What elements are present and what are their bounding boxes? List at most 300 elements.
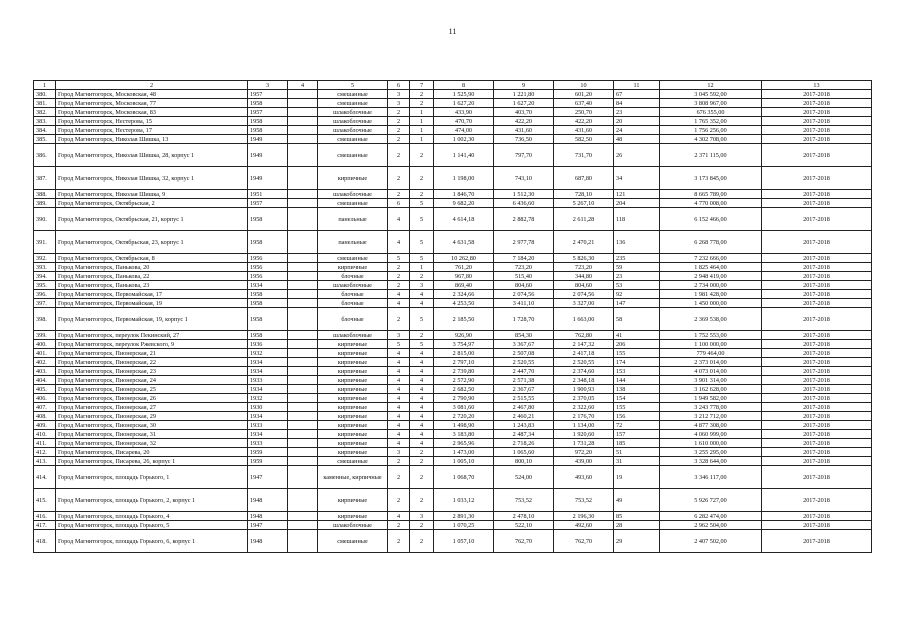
cell-wall-material: смешанные <box>318 144 388 167</box>
table-row <box>34 290 872 299</box>
cell-repair-cost: 2 962 504,00 <box>660 521 762 530</box>
cell-address: Город Магнитогорск, площадь Горького, 5 <box>56 521 248 530</box>
cell-repair-cost: 1 756 256,00 <box>660 126 762 135</box>
table-row <box>34 489 872 512</box>
cell-area-private: 762,80 <box>554 331 614 340</box>
header-cell-repair-cost: 12 <box>660 81 762 90</box>
cell-wall-material: кирпичные <box>318 385 388 394</box>
cell-col-4 <box>288 144 318 167</box>
cell-total-area: 4 614,18 <box>434 208 494 231</box>
cell-floors: 5 <box>388 340 410 349</box>
cell-row-number: 407. <box>34 403 56 412</box>
cell-wall-material: кирпичные <box>318 439 388 448</box>
table-row <box>34 367 872 376</box>
cell-residents: 118 <box>614 208 660 231</box>
cell-col-4 <box>288 190 318 199</box>
cell-wall-material: кирпичные <box>318 489 388 512</box>
cell-repair-period: 2017-2018 <box>762 412 872 421</box>
table-row <box>34 457 872 466</box>
cell-address: Город Магнитогорск, Панькова, 23 <box>56 281 248 290</box>
cell-total-area: 761,20 <box>434 263 494 272</box>
cell-area-private: 2 470,21 <box>554 231 614 254</box>
cell-repair-period: 2017-2018 <box>762 448 872 457</box>
cell-year-built: 1958 <box>248 290 288 299</box>
cell-floors: 4 <box>388 512 410 521</box>
cell-year-built: 1948 <box>248 489 288 512</box>
cell-col-4 <box>288 308 318 331</box>
cell-repair-period: 2017-2018 <box>762 340 872 349</box>
cell-floors: 2 <box>388 108 410 117</box>
cell-repair-cost: 2 734 000,00 <box>660 281 762 290</box>
cell-wall-material: кирпичные <box>318 421 388 430</box>
cell-col-4 <box>288 117 318 126</box>
table-row <box>34 167 872 190</box>
cell-floors: 5 <box>388 254 410 263</box>
cell-area-private: 728,10 <box>554 190 614 199</box>
cell-row-number: 395. <box>34 281 56 290</box>
cell-year-built: 1934 <box>248 281 288 290</box>
cell-row-number: 403. <box>34 367 56 376</box>
cell-repair-cost: 1 610 000,00 <box>660 439 762 448</box>
cell-floors: 2 <box>388 281 410 290</box>
cell-total-area: 1 070,25 <box>434 521 494 530</box>
cell-year-built: 1949 <box>248 144 288 167</box>
cell-wall-material: шлакоблочные <box>318 521 388 530</box>
cell-residents: 185 <box>614 439 660 448</box>
cell-area-private: 2 370,05 <box>554 394 614 403</box>
table-row <box>34 448 872 457</box>
cell-area-private: 2 176,70 <box>554 412 614 421</box>
cell-year-built: 1951 <box>248 190 288 199</box>
table-row <box>34 263 872 272</box>
cell-area-residential: 2 074,56 <box>494 290 554 299</box>
cell-year-built: 1957 <box>248 90 288 99</box>
cell-area-residential: 2 487,34 <box>494 430 554 439</box>
cell-repair-cost: 3 045 592,00 <box>660 90 762 99</box>
cell-area-residential: 800,10 <box>494 457 554 466</box>
cell-residents: 156 <box>614 412 660 421</box>
cell-area-private: 439,00 <box>554 457 614 466</box>
cell-floors: 2 <box>388 117 410 126</box>
cell-year-built: 1933 <box>248 421 288 430</box>
cell-area-residential: 515,40 <box>494 272 554 281</box>
cell-total-area: 1 057,10 <box>434 530 494 553</box>
table-row <box>34 466 872 489</box>
cell-area-residential: 1 065,60 <box>494 448 554 457</box>
cell-repair-period: 2017-2018 <box>762 299 872 308</box>
cell-entrances: 4 <box>410 394 434 403</box>
cell-total-area: 2 790,90 <box>434 394 494 403</box>
cell-repair-cost: 3 901 314,00 <box>660 376 762 385</box>
cell-repair-period: 2017-2018 <box>762 272 872 281</box>
cell-col-4 <box>288 376 318 385</box>
cell-area-residential: 403,70 <box>494 108 554 117</box>
header-cell-row-number: 1 <box>34 81 56 90</box>
cell-area-residential: 797,70 <box>494 144 554 167</box>
cell-wall-material: кирпичные <box>318 167 388 190</box>
table-row <box>34 512 872 521</box>
cell-address: Город Магнитогорск, Нестерова, 17 <box>56 126 248 135</box>
cell-residents: 92 <box>614 290 660 299</box>
cell-year-built: 1934 <box>248 430 288 439</box>
cell-wall-material: кирпичные <box>318 394 388 403</box>
table-row <box>34 385 872 394</box>
cell-floors: 4 <box>388 231 410 254</box>
cell-area-private: 2 147,32 <box>554 340 614 349</box>
cell-total-area: 1 002,30 <box>434 135 494 144</box>
cell-wall-material: кирпичные <box>318 367 388 376</box>
cell-row-number: 390. <box>34 208 56 231</box>
cell-wall-material: кирпичные <box>318 512 388 521</box>
cell-entrances: 5 <box>410 208 434 231</box>
cell-wall-material: смешанные <box>318 530 388 553</box>
cell-residents: 136 <box>614 231 660 254</box>
cell-address: Город Магнитогорск, Пионерская, 24 <box>56 376 248 385</box>
cell-address: Город Магнитогорск, Первомайская, 19 <box>56 299 248 308</box>
cell-area-residential: 522,10 <box>494 521 554 530</box>
cell-year-built: 1957 <box>248 199 288 208</box>
cell-floors: 4 <box>388 430 410 439</box>
table-row <box>34 331 872 340</box>
table-body <box>34 81 872 553</box>
cell-row-number: 389. <box>34 199 56 208</box>
cell-address: Город Магнитогорск, Московская, 48 <box>56 90 248 99</box>
cell-repair-period: 2017-2018 <box>762 466 872 489</box>
cell-wall-material: смешанные <box>318 90 388 99</box>
cell-address: Город Магнитогорск, Писарева, 20 <box>56 448 248 457</box>
cell-floors: 4 <box>388 385 410 394</box>
cell-total-area: 3 754,97 <box>434 340 494 349</box>
cell-address: Город Магнитогорск, Панькова, 22 <box>56 272 248 281</box>
table-row <box>34 117 872 126</box>
table-row <box>34 403 872 412</box>
cell-entrances: 2 <box>410 190 434 199</box>
cell-col-4 <box>288 263 318 272</box>
cell-col-4 <box>288 231 318 254</box>
cell-wall-material: блочные <box>318 290 388 299</box>
cell-address: Город Магнитогорск, Первомайская, 19, корпус 1 <box>56 308 248 331</box>
cell-area-residential: 422,20 <box>494 117 554 126</box>
cell-area-residential: 753,52 <box>494 489 554 512</box>
table-row <box>34 340 872 349</box>
cell-area-residential: 431,60 <box>494 126 554 135</box>
header-cell-total-area: 8 <box>434 81 494 90</box>
cell-entrances: 1 <box>410 108 434 117</box>
cell-col-4 <box>288 126 318 135</box>
cell-address: Город Магнитогорск, площадь Горького, 4 <box>56 512 248 521</box>
cell-row-number: 381. <box>34 99 56 108</box>
cell-entrances: 2 <box>410 530 434 553</box>
cell-entrances: 4 <box>410 412 434 421</box>
cell-entrances: 1 <box>410 135 434 144</box>
cell-repair-period: 2017-2018 <box>762 290 872 299</box>
cell-repair-period: 2017-2018 <box>762 367 872 376</box>
cell-repair-period: 2017-2018 <box>762 530 872 553</box>
cell-repair-cost: 1 450 000,00 <box>660 299 762 308</box>
cell-floors: 3 <box>388 99 410 108</box>
cell-area-private: 493,60 <box>554 466 614 489</box>
cell-entrances: 4 <box>410 421 434 430</box>
cell-repair-period: 2017-2018 <box>762 108 872 117</box>
cell-wall-material: кирпичные <box>318 340 388 349</box>
cell-entrances: 4 <box>410 299 434 308</box>
cell-year-built: 1956 <box>248 272 288 281</box>
cell-area-residential: 1 728,70 <box>494 308 554 331</box>
cell-year-built: 1959 <box>248 457 288 466</box>
cell-entrances: 3 <box>410 281 434 290</box>
cell-entrances: 2 <box>410 466 434 489</box>
cell-area-private: 601,20 <box>554 90 614 99</box>
cell-area-residential: 2 515,55 <box>494 394 554 403</box>
cell-address: Город Магнитогорск, Пионерская, 29 <box>56 412 248 421</box>
cell-row-number: 404. <box>34 376 56 385</box>
cell-total-area: 1 498,90 <box>434 421 494 430</box>
cell-col-4 <box>288 512 318 521</box>
cell-col-4 <box>288 457 318 466</box>
cell-area-private: 1 900,93 <box>554 385 614 394</box>
cell-area-private: 492,60 <box>554 521 614 530</box>
cell-row-number: 408. <box>34 412 56 421</box>
cell-repair-cost: 3 173 845,00 <box>660 167 762 190</box>
cell-residents: 154 <box>614 394 660 403</box>
cell-repair-cost: 4 073 014,00 <box>660 367 762 376</box>
table-row <box>34 421 872 430</box>
cell-entrances: 5 <box>410 308 434 331</box>
cell-col-4 <box>288 439 318 448</box>
cell-repair-period: 2017-2018 <box>762 99 872 108</box>
cell-year-built: 1958 <box>248 299 288 308</box>
cell-address: Город Магнитогорск, переулок Ржевского, 9 <box>56 340 248 349</box>
cell-repair-cost: 3 328 644,00 <box>660 457 762 466</box>
cell-residents: 85 <box>614 512 660 521</box>
cell-area-residential: 2 507,08 <box>494 349 554 358</box>
cell-col-4 <box>288 403 318 412</box>
cell-row-number: 383. <box>34 117 56 126</box>
cell-area-residential: 7 184,20 <box>494 254 554 263</box>
cell-area-private: 1 920,60 <box>554 430 614 439</box>
cell-total-area: 967,80 <box>434 272 494 281</box>
cell-total-area: 4 253,50 <box>434 299 494 308</box>
cell-area-residential: 2 571,38 <box>494 376 554 385</box>
cell-year-built: 1933 <box>248 439 288 448</box>
cell-wall-material: кирпичные <box>318 376 388 385</box>
table-row <box>34 108 872 117</box>
table-row <box>34 90 872 99</box>
cell-wall-material: кирпичные <box>318 448 388 457</box>
cell-year-built: 1958 <box>248 99 288 108</box>
cell-residents: 29 <box>614 530 660 553</box>
cell-repair-cost: 3 162 628,00 <box>660 385 762 394</box>
cell-entrances: 1 <box>410 263 434 272</box>
cell-total-area: 2 815,00 <box>434 349 494 358</box>
cell-row-number: 412. <box>34 448 56 457</box>
cell-wall-material: шлакоблочные <box>318 126 388 135</box>
cell-total-area: 1 846,70 <box>434 190 494 199</box>
cell-wall-material: блочные <box>318 308 388 331</box>
cell-residents: 41 <box>614 331 660 340</box>
cell-residents: 53 <box>614 281 660 290</box>
cell-floors: 2 <box>388 530 410 553</box>
cell-address: Город Магнитогорск, Николая Шишка, 28, корпус 1 <box>56 144 248 167</box>
cell-repair-period: 2017-2018 <box>762 512 872 521</box>
cell-row-number: 392. <box>34 254 56 263</box>
cell-total-area: 2 739,80 <box>434 367 494 376</box>
cell-repair-period: 2017-2018 <box>762 144 872 167</box>
cell-repair-period: 2017-2018 <box>762 421 872 430</box>
cell-repair-cost: 5 926 727,00 <box>660 489 762 512</box>
cell-residents: 204 <box>614 199 660 208</box>
cell-year-built: 1958 <box>248 208 288 231</box>
cell-year-built: 1956 <box>248 263 288 272</box>
cell-residents: 23 <box>614 108 660 117</box>
table-row <box>34 254 872 263</box>
cell-area-private: 2 322,60 <box>554 403 614 412</box>
cell-address: Город Магнитогорск, Московская, 83 <box>56 108 248 117</box>
cell-area-private: 753,52 <box>554 489 614 512</box>
cell-repair-period: 2017-2018 <box>762 521 872 530</box>
cell-repair-period: 2017-2018 <box>762 126 872 135</box>
cell-row-number: 398. <box>34 308 56 331</box>
cell-address: Город Магнитогорск, Николая Шишка, 13 <box>56 135 248 144</box>
cell-residents: 48 <box>614 135 660 144</box>
cell-residents: 235 <box>614 254 660 263</box>
cell-area-private: 344,80 <box>554 272 614 281</box>
cell-floors: 4 <box>388 421 410 430</box>
cell-repair-cost: 3 255 295,00 <box>660 448 762 457</box>
cell-total-area: 1 473,00 <box>434 448 494 457</box>
cell-area-private: 2 611,28 <box>554 208 614 231</box>
cell-year-built: 1932 <box>248 394 288 403</box>
cell-year-built: 1949 <box>248 167 288 190</box>
cell-row-number: 388. <box>34 190 56 199</box>
cell-row-number: 396. <box>34 290 56 299</box>
cell-repair-cost: 4 060 999,00 <box>660 430 762 439</box>
cell-residents: 59 <box>614 263 660 272</box>
cell-area-residential: 3 367,67 <box>494 340 554 349</box>
cell-total-area: 2 797,10 <box>434 358 494 367</box>
table-row <box>34 190 872 199</box>
cell-repair-period: 2017-2018 <box>762 90 872 99</box>
cell-row-number: 417. <box>34 521 56 530</box>
cell-entrances: 1 <box>410 117 434 126</box>
cell-total-area: 3 081,60 <box>434 403 494 412</box>
cell-total-area: 1 627,20 <box>434 99 494 108</box>
cell-repair-period: 2017-2018 <box>762 208 872 231</box>
cell-area-private: 1 663,00 <box>554 308 614 331</box>
cell-floors: 2 <box>388 167 410 190</box>
cell-col-4 <box>288 394 318 403</box>
cell-repair-cost: 676 355,00 <box>660 108 762 117</box>
cell-repair-cost: 8 665 789,00 <box>660 190 762 199</box>
cell-row-number: 406. <box>34 394 56 403</box>
cell-residents: 155 <box>614 349 660 358</box>
cell-repair-cost: 1 825 464,00 <box>660 263 762 272</box>
cell-row-number: 394. <box>34 272 56 281</box>
cell-repair-period: 2017-2018 <box>762 394 872 403</box>
cell-residents: 155 <box>614 403 660 412</box>
table-row <box>34 281 872 290</box>
cell-repair-period: 2017-2018 <box>762 358 872 367</box>
header-cell-area-residential: 9 <box>494 81 554 90</box>
cell-area-residential: 2 447,70 <box>494 367 554 376</box>
cell-floors: 2 <box>388 126 410 135</box>
cell-year-built: 1934 <box>248 367 288 376</box>
cell-wall-material: смешанные <box>318 199 388 208</box>
cell-floors: 4 <box>388 290 410 299</box>
cell-address: Город Магнитогорск, Октябрьская, 21, корпус 1 <box>56 208 248 231</box>
cell-floors: 2 <box>388 308 410 331</box>
cell-row-number: 411. <box>34 439 56 448</box>
cell-col-4 <box>288 272 318 281</box>
cell-year-built: 1930 <box>248 403 288 412</box>
cell-col-4 <box>288 521 318 530</box>
cell-year-built: 1934 <box>248 358 288 367</box>
cell-repair-period: 2017-2018 <box>762 281 872 290</box>
cell-area-residential: 743,10 <box>494 167 554 190</box>
cell-area-residential: 2 478,10 <box>494 512 554 521</box>
cell-year-built: 1933 <box>248 376 288 385</box>
cell-floors: 2 <box>388 144 410 167</box>
header-cell-year-built: 3 <box>248 81 288 90</box>
cell-area-residential: 762,70 <box>494 530 554 553</box>
cell-area-private: 762,70 <box>554 530 614 553</box>
cell-address: Город Магнитогорск, Панькова, 20 <box>56 263 248 272</box>
cell-row-number: 401. <box>34 349 56 358</box>
cell-col-4 <box>288 385 318 394</box>
cell-repair-cost: 2 948 419,00 <box>660 272 762 281</box>
cell-area-private: 1 134,00 <box>554 421 614 430</box>
cell-entrances: 4 <box>410 430 434 439</box>
header-cell-repair-period: 13 <box>762 81 872 90</box>
cell-col-4 <box>288 448 318 457</box>
cell-repair-cost: 4 770 008,00 <box>660 199 762 208</box>
cell-area-residential: 2 367,67 <box>494 385 554 394</box>
cell-residents: 34 <box>614 167 660 190</box>
cell-year-built: 1948 <box>248 512 288 521</box>
cell-entrances: 2 <box>410 144 434 167</box>
cell-wall-material: шлакоблочные <box>318 108 388 117</box>
cell-area-residential: 524,00 <box>494 466 554 489</box>
cell-wall-material: кирпичные <box>318 430 388 439</box>
cell-address: Город Магнитогорск, Николая Шишка, 9 <box>56 190 248 199</box>
cell-total-area: 926,90 <box>434 331 494 340</box>
cell-repair-cost: 3 243 778,00 <box>660 403 762 412</box>
cell-area-private: 637,40 <box>554 99 614 108</box>
cell-area-private: 2 374,60 <box>554 367 614 376</box>
cell-residents: 58 <box>614 308 660 331</box>
cell-residents: 49 <box>614 489 660 512</box>
cell-row-number: 415. <box>34 489 56 512</box>
header-cell-floors: 6 <box>388 81 410 90</box>
cell-address: Город Магнитогорск, Октябрьская, 8 <box>56 254 248 263</box>
cell-residents: 26 <box>614 144 660 167</box>
cell-entrances: 2 <box>410 457 434 466</box>
cell-total-area: 2 185,50 <box>434 308 494 331</box>
cell-floors: 3 <box>388 331 410 340</box>
cell-repair-cost: 1 100 000,00 <box>660 340 762 349</box>
cell-entrances: 4 <box>410 358 434 367</box>
cell-row-number: 380. <box>34 90 56 99</box>
cell-residents: 121 <box>614 190 660 199</box>
cell-repair-period: 2017-2018 <box>762 135 872 144</box>
cell-entrances: 2 <box>410 331 434 340</box>
cell-address: Город Магнитогорск, переулок Пекинский, 27 <box>56 331 248 340</box>
cell-total-area: 2 965,96 <box>434 439 494 448</box>
cell-total-area: 470,70 <box>434 117 494 126</box>
cell-address: Город Магнитогорск, Октябрьская, 2 <box>56 199 248 208</box>
cell-area-private: 5 267,10 <box>554 199 614 208</box>
table-row <box>34 199 872 208</box>
